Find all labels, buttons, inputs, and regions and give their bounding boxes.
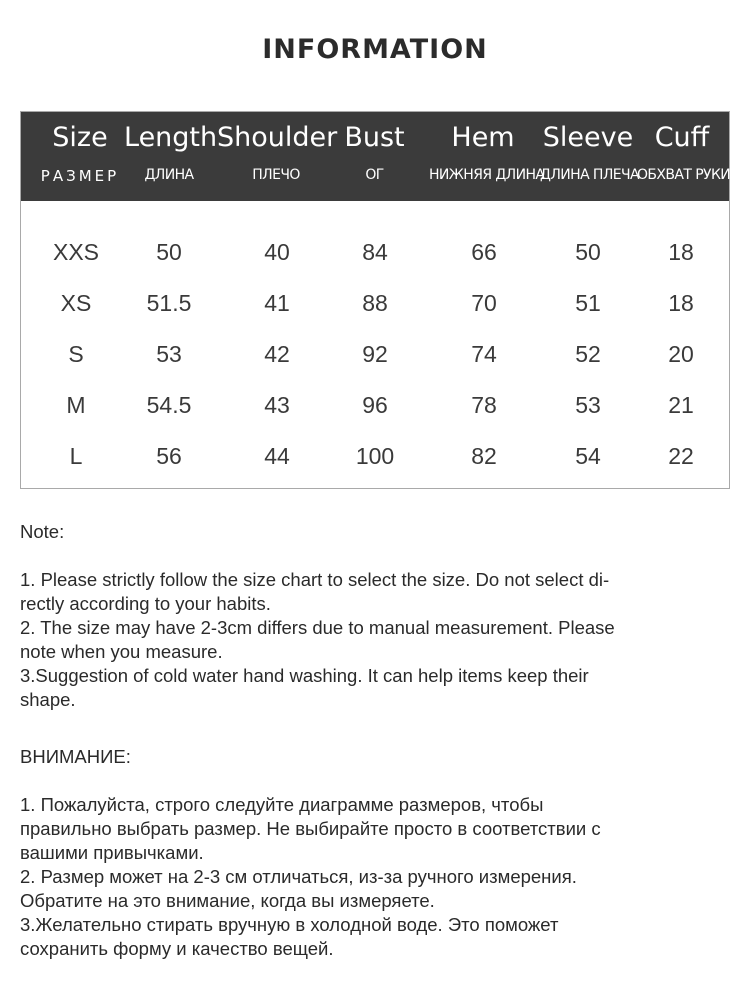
spacer <box>20 769 735 793</box>
table-row <box>21 329 729 380</box>
column-header-sleeve <box>540 112 639 201</box>
table-row <box>21 227 729 278</box>
column-header-cuff <box>637 112 731 201</box>
column-label-en: Sleeve <box>542 122 634 153</box>
cell-size: M <box>66 392 86 418</box>
cell-hem: 82 <box>471 443 497 469</box>
cell-hem: 74 <box>471 341 497 367</box>
cell-hem: 70 <box>471 290 497 316</box>
column-label-ru: ОГ <box>365 167 384 183</box>
note-ru-line: вашими привычками. <box>20 842 204 863</box>
column-label-en: Cuff <box>654 122 710 153</box>
column-header-shoulder <box>217 112 338 201</box>
column-label-ru: ДЛИНА ПЛЕЧА <box>540 167 639 183</box>
cell-shoulder: 44 <box>264 443 290 469</box>
cell-shoulder: 43 <box>264 392 290 418</box>
cell-size: XXS <box>52 239 100 265</box>
column-label-en: Hem <box>451 122 515 153</box>
table-row <box>21 380 729 431</box>
cell-cuff: 21 <box>668 392 694 418</box>
cell-cuff: 20 <box>668 341 694 367</box>
cell-size: XS <box>60 290 92 316</box>
column-label-en: Size <box>52 122 108 153</box>
note-ru-line: 1. Пожалуйста, строго следуйте диаграмме размеров, чтобы <box>20 794 544 815</box>
cell-cuff: 22 <box>668 443 694 469</box>
cell-bust: 84 <box>362 239 388 265</box>
cell-shoulder: 42 <box>264 341 290 367</box>
cell-cuff: 18 <box>668 239 694 265</box>
size-chart-table <box>20 111 730 489</box>
note-ru-line: правильно выбрать размер. Не выбирайте просто в соответствии с <box>20 818 601 839</box>
table-row <box>21 278 729 329</box>
table-row <box>21 431 729 482</box>
cell-cuff: 18 <box>668 290 694 316</box>
column-label-en: Shoulder <box>217 122 338 153</box>
column-label-ru: РАЗМЕР <box>40 167 120 185</box>
column-header-size <box>27 112 133 201</box>
cell-size: L <box>69 443 83 469</box>
table-body <box>21 201 729 489</box>
table-header <box>21 112 729 201</box>
note-ru <box>20 745 735 961</box>
note-en-line: 2. The size may have 2-3cm differs due to manual measurement. Please <box>20 617 615 638</box>
cell-length: 51.5 <box>146 290 192 316</box>
cell-sleeve: 53 <box>575 392 601 418</box>
note-en <box>20 520 735 712</box>
cell-sleeve: 54 <box>575 443 601 469</box>
column-header-bust <box>331 112 418 201</box>
cell-shoulder: 40 <box>264 239 290 265</box>
cell-shoulder: 41 <box>264 290 290 316</box>
note-en-line: 1. Please strictly follow the size chart to select the size. Do not select di- <box>20 569 610 590</box>
cell-length: 56 <box>156 443 182 469</box>
note-ru-line: сохранить форму и качество вещей. <box>20 938 334 959</box>
column-label-ru: ДЛИНА <box>144 167 194 183</box>
note-en-line: rectly according to your habits. <box>20 593 271 614</box>
column-label-en: Bust <box>344 122 405 153</box>
note-ru-line: Обратите на это внимание, когда вы измеряете. <box>20 890 435 911</box>
page-title: INFORMATION <box>262 34 488 65</box>
column-header-hem <box>429 112 545 201</box>
cell-length: 54.5 <box>146 392 192 418</box>
note-ru-line: 3.Желательно стирать вручную в холодной воде. Это поможет <box>20 914 559 935</box>
note-ru-heading: ВНИМАНИЕ: <box>20 746 131 767</box>
column-label-ru: НИЖНЯЯ ДЛИНА <box>429 167 545 183</box>
note-en-heading: Note: <box>20 521 65 542</box>
column-label-en: Length <box>124 122 218 153</box>
cell-size: S <box>68 341 84 367</box>
cell-sleeve: 52 <box>575 341 601 367</box>
cell-bust: 88 <box>362 290 388 316</box>
cell-hem: 78 <box>471 392 497 418</box>
cell-hem: 66 <box>471 239 497 265</box>
cell-sleeve: 50 <box>575 239 601 265</box>
column-header-length <box>124 112 218 201</box>
cell-sleeve: 51 <box>575 290 601 316</box>
note-en-line: note when you measure. <box>20 641 223 662</box>
cell-length: 53 <box>156 341 182 367</box>
spacer <box>20 544 735 568</box>
cell-length: 50 <box>156 239 182 265</box>
note-ru-line: 2. Размер может на 2-3 см отличаться, из-за ручного измерения. <box>20 866 577 887</box>
cell-bust: 96 <box>362 392 388 418</box>
column-label-ru: ОБХВАТ РУКИ <box>637 167 731 183</box>
cell-bust: 100 <box>355 443 395 469</box>
note-en-line: 3.Suggestion of cold water hand washing. It can help items keep their <box>20 665 589 686</box>
cell-bust: 92 <box>362 341 388 367</box>
note-en-line: shape. <box>20 689 76 710</box>
column-label-ru: ПЛЕЧО <box>252 167 300 183</box>
